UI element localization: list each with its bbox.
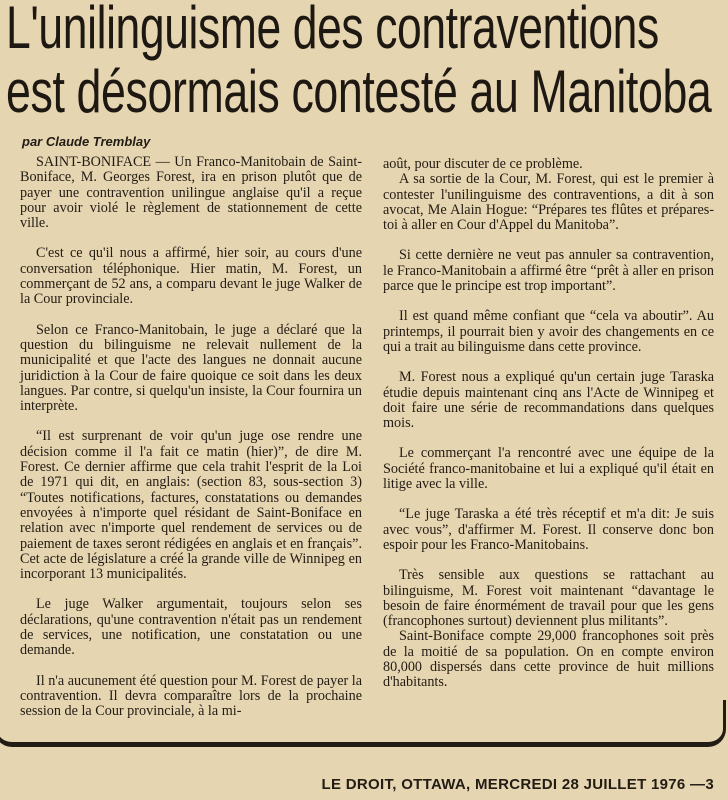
paragraph: Très sensible aux questions se rattachant au bilinguisme, M. Forest voit maintenant “davantage le besoin de faire énormément de travail pour que les gens (francophones surtout) deviennent plus militants”. [383,567,714,630]
paragraph: Le commerçant l'a rencontré avec une équipe de la Société franco-manitobaine et lui a expliqué qu'il était en litige avec la ville. [383,445,714,493]
paragraph: A sa sortie de la Cour, M. Forest, qui est le premier à contester l'unilinguisme des contraventions, a dit à son avocat, Me Alain Hogue: “Prépares tes flûtes et prépares-toi à aller en Cour d'Appel du Manitoba”. [383,171,714,234]
paragraph: Si cette dernière ne veut pas annuler sa contravention, le Franco-Manitobain a affirmé être “prêt à aller en prison parce que le principe est trop important”. [383,247,714,295]
headline-line-2: est désormais contesté au Manitoba [6,58,712,125]
paragraph: août, pour discuter de ce problème. [383,156,583,172]
paragraph: Saint-Boniface compte 29,000 francophones soit près de la moitié de sa population. On en compte environ 80,000 dispersés dans cette province de huit millions d'habitants. [383,628,714,691]
bottom-border-rule [0,700,726,747]
paragraph: Selon ce Franco-Manitobain, le juge a déclaré que la question du bilinguisme ne relevait nullement de la municipalité et que l'acte des langues ne donnait aucune juridiction à la Cour de faire quoique ce soit dans les deux langues. Par contre, si quelqu'un insiste, la Cour fournira un interprète. [20,321,362,415]
paragraph: SAINT-BONIFACE — Un Franco-Manitobain de Saint-Boniface, M. Georges Forest, ira en prison plutôt que de payer une contravention unilingue anglaise qu'il a reçue pour avoir violé le règlement de stationnement de cette ville. [20,154,362,232]
byline: par Claude Tremblay [22,134,151,149]
paragraph: Il est quand même confiant que “cela va aboutir”. Au printemps, il pourrait bien y avoir des changements en ce qui a trait au bilinguisme dans cette province. [383,308,714,355]
paragraph: C'est ce qu'il nous a affirmé, hier soir, au cours d'une conversation téléphonique. Hier matin, M. Forest, un commerçant de 52 ans, a comparu devant le juge Walker de la Cour provinciale. [20,245,362,308]
paragraph: Le juge Walker argumentait, toujours selon ses déclarations, qu'une contravention n'était pas un rendement de services, une notification, une constatation ou une demande. [20,596,362,659]
left-column [20,155,362,735]
paragraph: M. Forest nous a expliqué qu'un certain juge Taraska étudie depuis maintenant cinq ans l'Acte de Winnipeg et doit faire une série de recommandations dans quelques mois. [383,369,714,432]
paragraph: “Il est surprenant de voir qu'un juge ose rendre une décision comme il l'a fait ce matin (hier)”, de dire M. Forest. Ce dernier affirme que cela trahit l'esprit de la Loi de 1971 qui dit, en anglais: (section 83, sous-section 3) “Toutes notifications, factures, constatations ou demandes envoyées à n'importe quel résidant de Saint-Boniface en relation avec n'importe quel rendement de services ou de paiement de taxes seront rédigées en anglais et en français”. Cet acte de législature a créé la grande ville de Winnipeg en incorporant 13 municipalités. [20,428,362,583]
paragraph: “Le juge Taraska a été très réceptif et m'a dit: Je suis avec vous”, d'affirmer M. Forest. Il conserve donc bon espoir pour les Franco-Manitobains. [383,506,714,553]
headline-line-1: L'unilinguisme des contraventions [6,0,659,61]
paragraph: Il n'a aucunement été question pour M. Forest de payer la contravention. Il devra comparaître lors de la prochaine session de la Cour provinciale, à la mi- [20,672,363,720]
right-column [383,157,714,706]
page-footer: LE DROIT, OTTAWA, MERCREDI 28 JUILLET 1976 —3 [321,776,714,793]
